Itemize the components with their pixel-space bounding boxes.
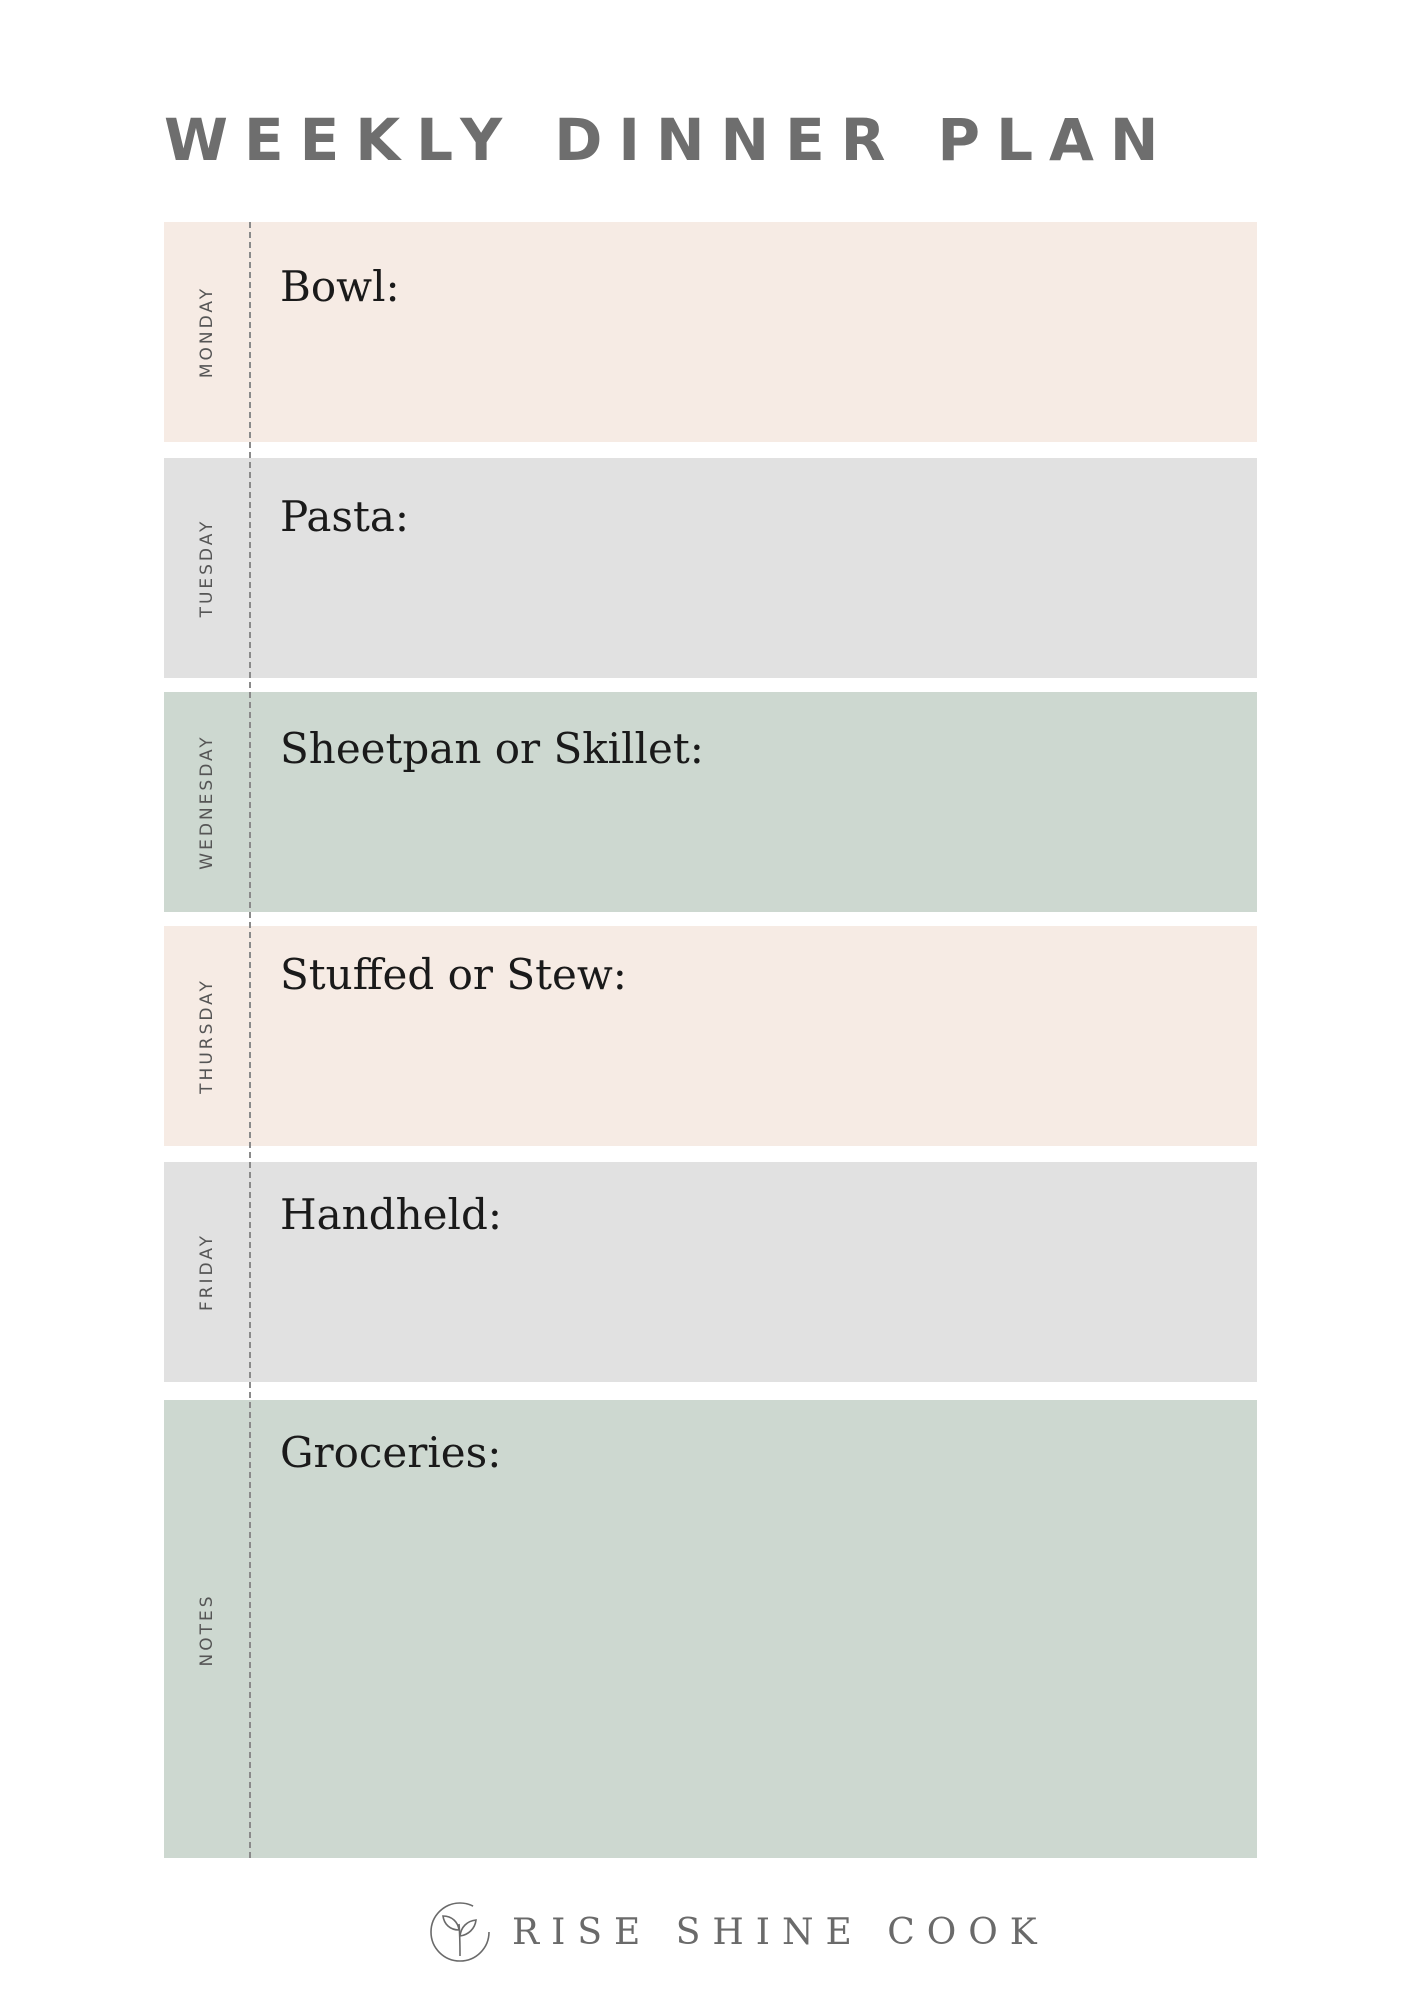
meal-label-pasta: Pasta: (280, 492, 410, 541)
day-label-text: WEDNESDAY (197, 734, 217, 870)
day-label-tuesday (164, 458, 250, 678)
day-label-text: FRIDAY (197, 1232, 217, 1312)
brand-footer (428, 1900, 1049, 1964)
planner-row-friday (164, 1162, 1257, 1382)
planner-row-tuesday (164, 458, 1257, 678)
day-label-text: THURSDAY (197, 978, 217, 1094)
meal-label-bowl: Bowl: (280, 262, 400, 311)
day-label-text: NOTES (197, 1593, 217, 1667)
planner-row-thursday (164, 926, 1257, 1146)
meal-label-stuffed: Stuffed or Stew: (280, 950, 627, 999)
dashed-divider (249, 222, 251, 1858)
planner-row-notes (164, 1400, 1257, 1858)
day-label-notes (164, 1400, 250, 1858)
page-title: WEEKLY DINNER PLAN (164, 106, 1175, 174)
brand-name: RISE SHINE COOK (512, 1911, 1049, 1953)
planner-row-wednesday (164, 692, 1257, 912)
day-label-monday (164, 222, 250, 442)
day-label-wednesday (164, 692, 250, 912)
meal-label-handheld: Handheld: (280, 1190, 502, 1239)
sprout-icon (428, 1900, 492, 1964)
dinner-planner (164, 222, 1257, 1858)
day-label-friday (164, 1162, 250, 1382)
meal-label-groceries: Groceries: (280, 1428, 502, 1477)
meal-label-sheetpan: Sheetpan or Skillet: (280, 724, 704, 773)
day-label-thursday (164, 926, 250, 1146)
day-label-text: MONDAY (197, 285, 217, 379)
day-label-text: TUESDAY (197, 518, 217, 618)
planner-row-monday (164, 222, 1257, 442)
